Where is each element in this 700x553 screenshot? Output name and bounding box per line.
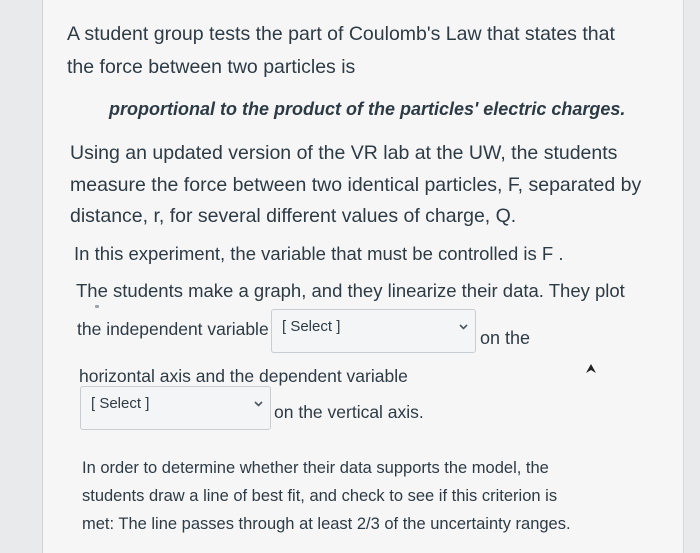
chevron-down-icon [459, 324, 468, 330]
chevron-down-icon [254, 401, 263, 407]
independent-select-label: [ Select ] [282, 318, 341, 335]
final-line-1: In order to determine whether their data supports the model, the [82, 459, 549, 477]
final-line-3: met: The line passes through at least 2/3 of the uncertainty ranges. [82, 515, 571, 533]
intro-line-2: the force between two particles is [67, 56, 356, 78]
graph-line-1: The students make a graph, and they linearize their data. They plot [76, 280, 625, 301]
independent-variable-select[interactable] [271, 309, 476, 353]
graph-line-3: horizontal axis and the dependent variable [79, 366, 408, 386]
stray-mark [95, 305, 99, 308]
controlled-variable-text: In this experiment, the variable that must be controlled is F . [74, 243, 564, 264]
dependent-select-label: [ Select ] [91, 395, 150, 412]
dependent-variable-select[interactable] [80, 386, 271, 430]
paragraph-2-line-3: distance, r, for several different values of charge, Q. [70, 205, 517, 227]
paragraph-2-line-2: measure the force between two identical particles, F, separated by [70, 174, 642, 196]
independent-variable-label: the independent variable [77, 319, 269, 339]
question-card [42, 0, 684, 553]
paragraph-2-line-1: Using an updated version of the VR lab at the UW, the students [70, 142, 618, 164]
law-emphasis: proportional to the product of the particles' electric charges. [109, 99, 626, 119]
mouse-pointer-icon [584, 362, 598, 376]
intro-line-1: A student group tests the part of Coulomb's Law that states that [67, 23, 615, 45]
vertical-axis-text: on the vertical axis. [274, 402, 424, 422]
final-line-2: students draw a line of best fit, and check to see if this criterion is [82, 487, 558, 505]
on-the-text: on the [480, 328, 531, 348]
